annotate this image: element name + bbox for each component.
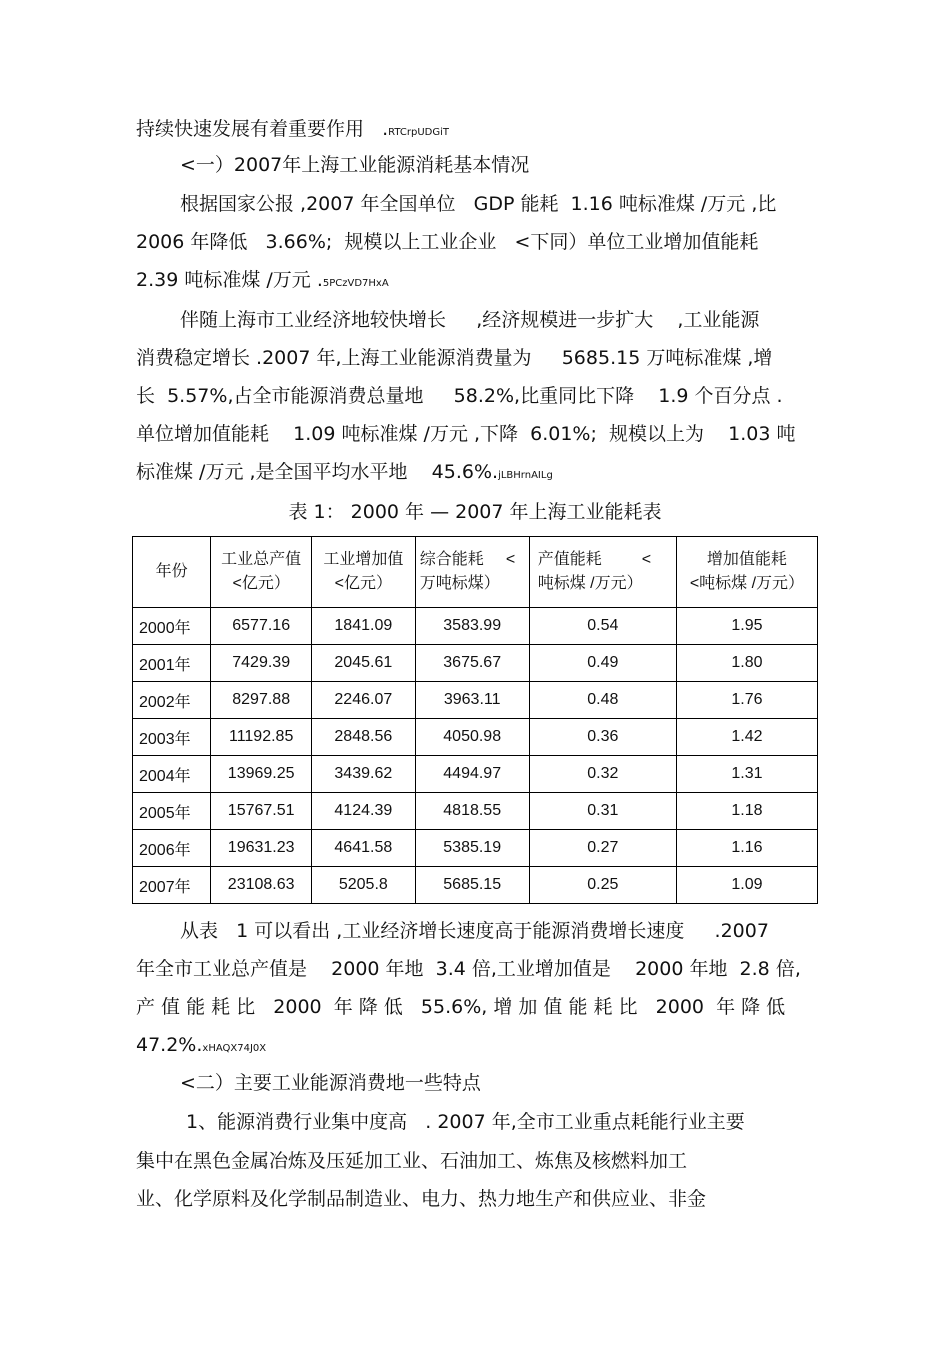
table-cell: 1.42 [676,719,817,756]
table-cell: 1.18 [676,793,817,830]
table-row [133,645,818,682]
table-row [133,682,818,719]
table-cell: 2045.61 [311,645,415,682]
table-cell: 0.31 [529,793,676,830]
table-cell: 7429.39 [211,645,312,682]
text-line [136,383,783,409]
table-row [133,719,818,756]
table-cell: 8297.88 [211,682,312,719]
text-line [136,229,758,255]
header-value-added: 工业增加值 <亿元） [311,537,415,608]
text-line [136,459,553,489]
text-line [180,1109,745,1135]
table-cell: 0.48 [529,682,676,719]
table-cell: 6577.16 [211,608,312,645]
text-line [180,918,769,944]
table-cell: 11192.85 [211,719,312,756]
table-cell: 1.95 [676,608,817,645]
header-year: 年份 [133,537,211,608]
table-cell: 0.32 [529,756,676,793]
table-cell: 2848.56 [311,719,415,756]
line-text: 2006 年降低 3.66%; 规模以上工业企业 <下同）单位工业增加值能耗 [136,231,759,253]
table-cell: 13969.25 [211,756,312,793]
table-cell: 15767.51 [211,793,312,830]
energy-table [132,536,818,904]
cell-year: 2001年 [133,645,211,682]
line-text: 业、化学原料及化学制品制造业、电力、热力地生产和供应业、非金 [136,1188,707,1210]
table-cell: 4050.98 [415,719,529,756]
cell-year: 2000年 [133,608,211,645]
table-row [133,867,818,904]
line-text: 单位增加值能耗 1.09 吨标准煤 /万元 ,下降 6.01%; 规模以上为 1.03 吨 [136,423,796,445]
text-line [136,421,795,447]
header-output-energy-intensity: 产值能耗 < 吨标煤 /万元） [529,537,676,608]
header-gross-output: 工业总产值 <亿元） [211,537,312,608]
watermark-code: 5PCzVD7HxA [322,278,389,289]
cell-year: 2007年 [133,867,211,904]
table-cell: 0.25 [529,867,676,904]
table-header-row [133,537,818,608]
table-cell: 0.54 [529,608,676,645]
cell-year: 2005年 [133,793,211,830]
header-value-added-energy-intensity: 增加值能耗 <吨标煤 /万元） [676,537,817,608]
text-line [136,345,772,371]
table-cell: 1841.09 [311,608,415,645]
line-text: 47.2%. [136,1034,203,1056]
line-text: 持续快速发展有着重要作用 . [136,118,389,140]
line-text: 产 值 能 耗 比 2000 年 降 低 55.6%, 增 加 值 能 耗 比 2000 年 降 低 [136,996,786,1018]
table-cell: 5205.8 [311,867,415,904]
table-cell: 3963.11 [415,682,529,719]
table-cell: 4124.39 [311,793,415,830]
table-cell: 23108.63 [211,867,312,904]
line-text: 标准煤 /万元 ,是全国平均水平地 45.6%. [136,461,499,483]
text-line [180,152,529,178]
table-cell: 5385.19 [415,830,529,867]
table-cell: 0.49 [529,645,676,682]
watermark-code: RTCrpUDGiT [388,127,450,138]
table-cell: 3675.67 [415,645,529,682]
table-caption: 表 1： 2000 年 — 2007 年上海工业能耗表 [288,501,662,523]
table-row [133,830,818,867]
line-text: 2.39 吨标准煤 /万元 . [136,269,323,291]
table-cell: 4818.55 [415,793,529,830]
table-cell: 1.31 [676,756,817,793]
line-text: 伴随上海市工业经济地较快增长 ,经济规模进一步扩大 ,工业能源 [180,309,760,331]
line-text: 长 5.57%,占全市能源消费总量地 58.2%,比重同比下降 1.9 个百分点 . [136,385,783,407]
text-line [180,307,759,333]
table-cell: 5685.15 [415,867,529,904]
line-text: 年全市工业总产值是 2000 年地 3.4 倍,工业增加值是 2000 年地 2.8 倍, [136,958,801,980]
text-line [136,1186,706,1212]
text-line [136,1032,266,1062]
text-line [180,1070,481,1096]
table-row [133,756,818,793]
table-cell: 2246.07 [311,682,415,719]
watermark-code: jLBHrnAILg [498,470,553,481]
watermark-code: xHAQX74J0X [202,1043,267,1054]
text-line [180,191,776,217]
table-cell: 0.36 [529,719,676,756]
text-line [136,116,449,146]
table-cell: 19631.23 [211,830,312,867]
line-text: <二）主要工业能源消费地一些特点 [180,1072,481,1094]
text-line [136,1148,687,1174]
text-line [136,267,389,297]
cell-year: 2003年 [133,719,211,756]
header-total-energy: 综合能耗 < 万吨标煤） [415,537,529,608]
table-cell: 4494.97 [415,756,529,793]
table-row [133,608,818,645]
table-cell: 1.16 [676,830,817,867]
table-cell: 1.76 [676,682,817,719]
table-row [133,793,818,830]
line-text: 1、能源消费行业集中度高 . 2007 年,全市工业重点耗能行业主要 [180,1111,745,1133]
cell-year: 2006年 [133,830,211,867]
text-line [136,994,785,1020]
table-cell: 4641.58 [311,830,415,867]
table-cell: 1.80 [676,645,817,682]
cell-year: 2002年 [133,682,211,719]
table-cell: 3439.62 [311,756,415,793]
line-text: 集中在黑色金属冶炼及压延加工业、石油加工、炼焦及核燃料加工 [136,1150,688,1172]
text-line [136,956,801,982]
line-text: <一）2007年上海工业能源消耗基本情况 [180,154,530,176]
line-text: 根据国家公报 ,2007 年全国单位 GDP 能耗 1.16 吨标准煤 /万元 ,比 [180,193,777,215]
table-cell: 0.27 [529,830,676,867]
line-text: 消费稳定增长 .2007 年,上海工业能源消费量为 5685.15 万吨标准煤 ,增 [136,347,773,369]
line-text: 从表 1 可以看出 ,工业经济增长速度高于能源消费增长速度 .2007 [180,920,769,942]
cell-year: 2004年 [133,756,211,793]
table-cell: 1.09 [676,867,817,904]
table-cell: 3583.99 [415,608,529,645]
